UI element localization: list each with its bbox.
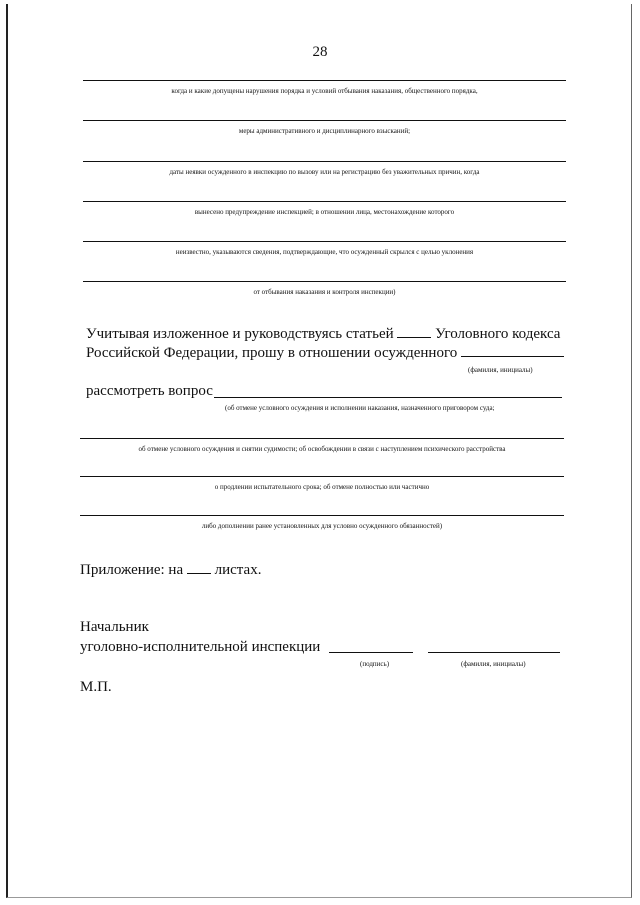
question-caption: либо дополнении ранее установленных для условно осужденного обязанностей): [201, 522, 443, 530]
signatory-name-caption: (фамилия, инициалы): [461, 660, 526, 668]
fill-line[interactable]: [83, 241, 566, 242]
consider-label: рассмотреть вопрос: [86, 383, 213, 399]
signatory-title: Начальник: [80, 619, 149, 635]
instruction-caption: когда и какие допущены нарушения порядка и условий отбывания наказания, общественного порядка,: [171, 87, 478, 95]
question-caption: об отмене условного осуждения и снятии судимости; об освобождении в связи с наступлением психического расстройства: [138, 445, 506, 453]
fill-line[interactable]: [83, 201, 566, 202]
attachment-line: [80, 561, 261, 579]
request-text: Учитывая изложенное и руководствуясь статьей: [86, 326, 394, 342]
signature-field[interactable]: [329, 652, 413, 653]
instruction-caption: меры административного и дисциплинарного взысканий;: [238, 127, 411, 135]
article-number-field[interactable]: [397, 325, 431, 338]
name-caption: (фамилия, инициалы): [468, 366, 533, 374]
fill-line[interactable]: [80, 476, 564, 477]
question-field[interactable]: [214, 397, 562, 398]
sheet-count-field[interactable]: [187, 561, 211, 574]
attachment-suffix: листах.: [214, 562, 262, 578]
instruction-caption: даты неявки осужденного в инспекцию по вызову или на регистрацию без уважительных причин, когда: [169, 168, 480, 176]
fill-line[interactable]: [83, 120, 566, 121]
request-text: Российской Федерации, прошу в отношении осужденного: [86, 345, 458, 361]
fill-line[interactable]: [83, 161, 566, 162]
instruction-caption: вынесено предупреждение инспекцией; в отношении лица, местонахождение которого: [194, 208, 455, 216]
page-number: 28: [312, 44, 328, 60]
convict-name-field[interactable]: [461, 344, 564, 357]
signatory-title-line-2: уголовно-исполнительной инспекции: [80, 639, 321, 655]
request-line-2: [86, 344, 564, 362]
fill-line[interactable]: [80, 515, 564, 516]
instruction-caption: неизвестно, указываются сведения, подтверждающие, что осужденный скрылся с целью уклонения: [175, 248, 474, 256]
instruction-caption: от отбывания наказания и контроля инспекции): [253, 288, 396, 296]
question-caption: (об отмене условного осуждения и исполнении наказания, назначенного приговором суда;: [225, 404, 495, 412]
request-text: Уголовного кодекса: [435, 326, 561, 342]
fill-line[interactable]: [80, 438, 564, 439]
signature-caption: (подпись): [360, 660, 390, 668]
question-caption: о продлении испытательного срока; об отмене полностью или частично: [214, 483, 430, 491]
stamp-place: М.П.: [80, 679, 112, 695]
fill-line[interactable]: [83, 80, 566, 81]
fill-line[interactable]: [83, 281, 566, 282]
request-line-1: [86, 325, 560, 343]
signatory-name-field[interactable]: [428, 652, 560, 653]
attachment-label: Приложение: на: [80, 562, 184, 578]
